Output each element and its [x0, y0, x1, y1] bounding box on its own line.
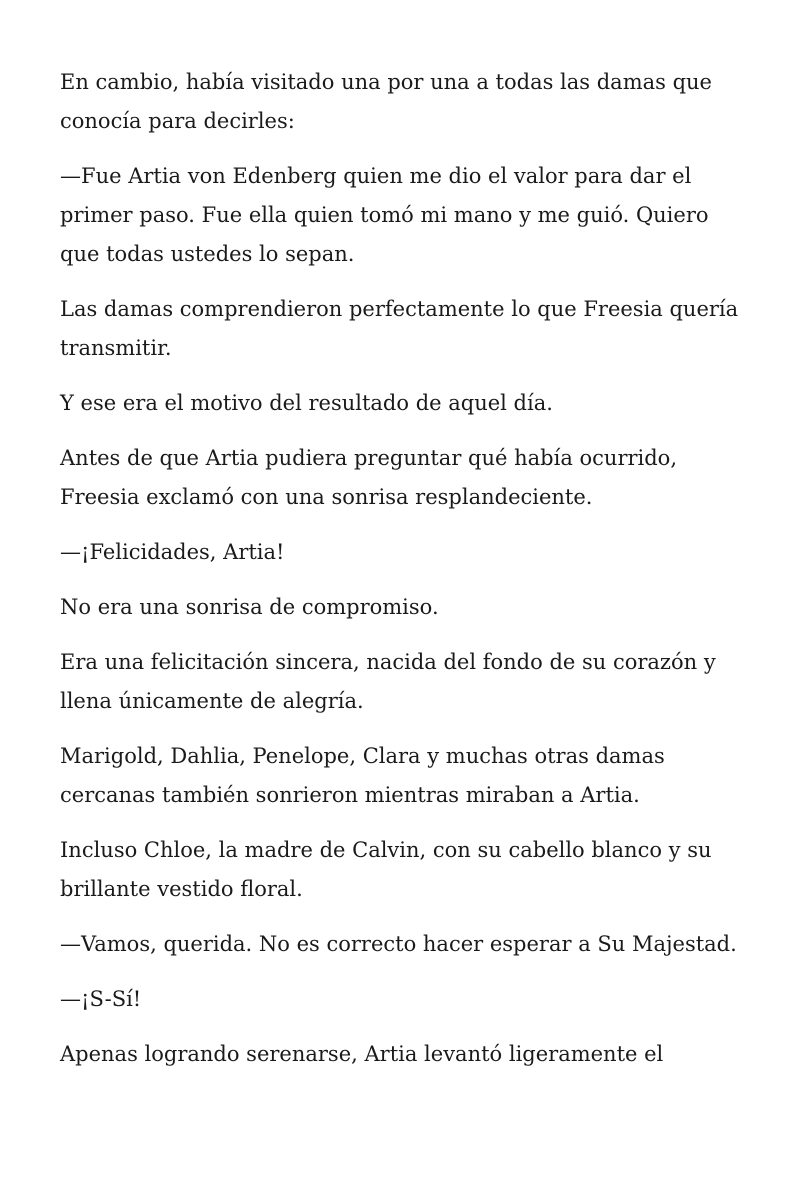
document-page	[60, 63, 750, 1090]
paragraph-1: En cambio, había visitado una por una a todas las damas que conocía para decirles:	[60, 70, 712, 133]
paragraph-4: Y ese era el motivo del resultado de aquel día.	[60, 391, 553, 415]
paragraph-9: Marigold, Dahlia, Penelope, Clara y muchas otras damas cercanas también sonrieron mientras miraban a Artia.	[60, 744, 665, 807]
paragraph-10: Incluso Chloe, la madre de Calvin, con su cabello blanco y su brillante vestido floral.	[60, 838, 712, 901]
paragraph-7: No era una sonrisa de compromiso.	[60, 595, 439, 619]
paragraph-8: Era una felicitación sincera, nacida del fondo de su corazón y llena únicamente de alegría.	[60, 650, 716, 713]
paragraph-3: Las damas comprendieron perfectamente lo que Freesia quería transmitir.	[60, 297, 739, 360]
paragraph-11: —Vamos, querida. No es correcto hacer esperar a Su Majestad.	[60, 932, 737, 956]
paragraph-13: Apenas logrando serenarse, Artia levantó ligeramente el	[60, 1042, 664, 1066]
paragraph-6: —¡Felicidades, Artia!	[60, 540, 285, 564]
paragraph-5: Antes de que Artia pudiera preguntar qué había ocurrido, Freesia exclamó con una sonrisa resplandeciente.	[60, 446, 677, 509]
paragraph-2: —Fue Artia von Edenberg quien me dio el valor para dar el primer paso. Fue ella quien tomó mi mano y me guió. Quiero que todas ustedes lo sepan.	[60, 164, 709, 266]
paragraph-12: —¡S-Sí!	[60, 987, 142, 1011]
